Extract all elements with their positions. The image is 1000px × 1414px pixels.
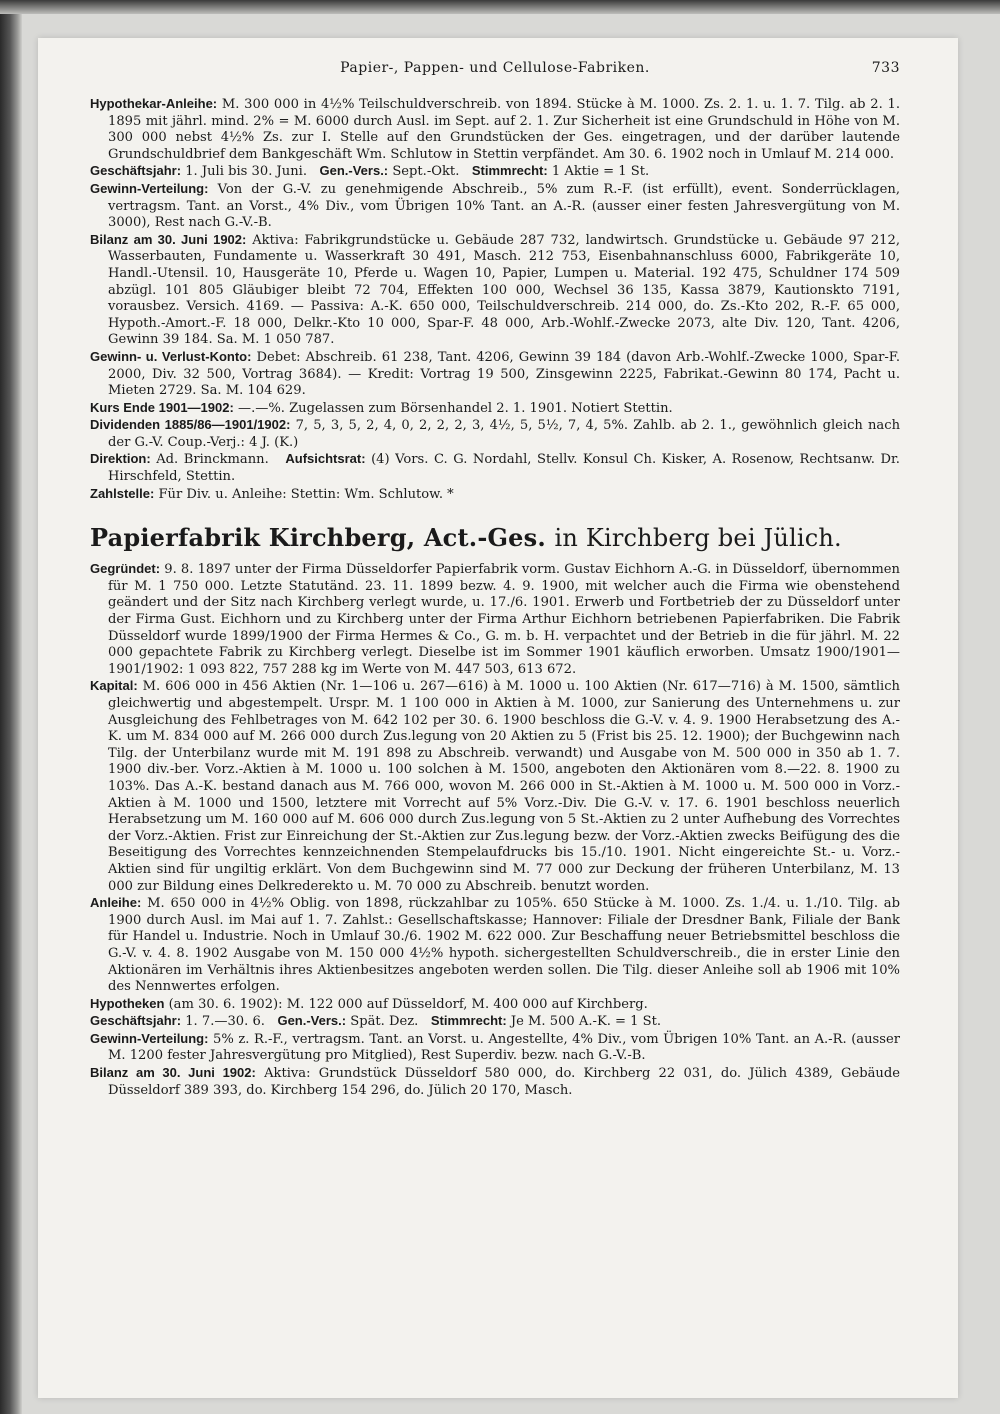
entry-geschaeftsjahr-2 <box>90 1013 900 1031</box>
entry-gewinn-verteilung-2 <box>90 1031 900 1065</box>
entry-anleihe <box>90 895 900 996</box>
entry-key: Gen.-Vers.: <box>319 163 389 179</box>
entry-text: 7, 5, 3, 5, 2, 4, 0, 2, 2, 2, 3, 4½, 5, 5½, 7, 4, 5%. Zahlb. ab 2. 1., gewöhnlich gleich nach der G.-V. Coup.-Verj.: 4 J. (K.) <box>108 418 901 450</box>
entry-key: Geschäftsjahr: <box>90 163 182 179</box>
company-name: Papierfabrik Kirchberg, Act.-Ges. <box>90 523 546 553</box>
entry-geschaeftsjahr <box>90 163 900 181</box>
entry-key: Zahlstelle: <box>90 485 155 501</box>
page-number: 733 <box>871 60 900 76</box>
entry-key: Bilanz am 30. Juni 1902: <box>90 231 247 247</box>
entry-text: Von der G.-V. zu genehmigende Abschreib., 5% zum R.-F. (ist erfüllt), event. Sonderrücklagen, vertragsm. Tant. an Vorst., 4% Div., vom Übrigen 10% Tant. an A.-R. (ausser einer festen Jahresvergütung von M. 3000), Rest nach G.-V.-B. <box>108 181 900 231</box>
book-spine-shadow <box>0 0 22 1414</box>
entry-key: Hypotheken <box>90 995 165 1011</box>
page <box>38 38 958 1398</box>
entry-zahlstelle <box>90 486 900 504</box>
entry-kurs <box>90 400 900 418</box>
entry-dividenden <box>90 417 900 451</box>
entry-key: Geschäftsjahr: <box>90 1013 182 1029</box>
company-location: in Kirchberg bei Jülich. <box>554 524 842 553</box>
entry-kapital <box>90 678 900 895</box>
top-edge-shadow <box>0 0 1000 14</box>
entry-key: Gewinn-Verteilung: <box>90 180 209 196</box>
entry-text: Spät. Dez. <box>350 1014 419 1030</box>
entry-key: Gewinn- u. Verlust-Konto: <box>90 348 252 364</box>
page-content <box>90 54 900 1099</box>
entry-key: Gewinn-Verteilung: <box>90 1030 209 1046</box>
entry-text: Ad. Brinckmann. <box>156 452 269 468</box>
entry-key: Kapital: <box>90 678 138 694</box>
entry-key: Gegründet: <box>90 561 161 577</box>
entry-bilanz-2 <box>90 1065 900 1099</box>
entry-key: Direktion: <box>90 451 151 467</box>
entry-text: (4) Vors. C. G. Nordahl, Stellv. Konsul Ch. Kisker, A. Rosenow, Rechtsanw. Dr. Hirschfeld, Stettin. <box>108 452 900 485</box>
entry-key: Aufsichtsrat: <box>285 451 366 467</box>
entry-hypothekar-anleihe <box>90 96 900 163</box>
entry-text: 1 Aktie = 1 St. <box>551 164 650 180</box>
entry-text: Debet: Abschreib. 61 238, Tant. 4206, Gewinn 39 184 (davon Arb.-Wohlf.-Zwecke 1000, Spar-F. 2000, Div. 32 500, Vortrag 3684). — Kredit: Vortrag 19 500, Zinsgewinn 2225, Fabrikat.-Gewinn 80 174, Pacht u. Mieten 2729. Sa. M. 104 629. <box>108 349 900 399</box>
company-heading <box>90 521 900 555</box>
entry-text: Je M. 500 A.-K. = 1 St. <box>510 1014 662 1030</box>
entry-text: —.—%. Zugelassen zum Börsenhandel 2. 1. 1901. Notiert Stettin. <box>237 400 673 416</box>
entry-key: Dividenden 1885/86—1901/1902: <box>90 417 291 433</box>
entry-text: 1. Juli bis 30. Juni. <box>185 164 307 180</box>
entry-key: Hypothekar-Anleihe: <box>90 96 218 111</box>
entry-bilanz <box>90 232 900 349</box>
entry-gewinn-verlust <box>90 349 900 400</box>
entry-text: Sept.-Okt. <box>392 164 460 180</box>
entry-text: Für Div. u. Anleihe: Stettin: Wm. Schlutow. * <box>158 486 454 502</box>
entry-text: Aktiva: Fabrikgrundstücke u. Gebäude 287 732, landwirtsch. Grundstücke u. Gebäude 97 212, Wasserbauten, Fundamente u. Wasserkraft 30 491, Masch. 212 753, Eisenbahnanschluss 6000, Fabrikgeräte 10, Handl.-Utensil. 10, Hausgeräte 10, Pferde u. Wagen 10, Papier, Lumpen u. Material. 192 475, Schuldner 174 509 abzügl. 101 805 Gläubiger bleibt 72 704, Effekten 100 000, Wechsel 36 135, Kassa 3879, Kautionskto 7191, vorausbez. Versich. 4169. — Passiva: A.-K. 650 000, Teilschuldverschreib. 214 000, do. Zs.-Kto 202, R.-F. 65 000, Hypoth.-Amort.-F. 18 000, Delkr.-Kto 10 000, Spar-F. 48 000, Arb.-Wohlf.-Zwecke 2073, alte Div. 120, Tant. 4206, Gewinn 39 184. Sa. M. 1 050 787. <box>108 232 900 348</box>
entry-key: Bilanz am 30. Juni 1902: <box>90 1065 256 1081</box>
entry-text: Aktiva: Grundstück Düsseldorf 580 000, do. Kirchberg 22 031, do. Jülich 4389, Gebäude Düsseldorf 389 393, do. Kirchberg 154 296, do. Jülich 20 170, Masch. <box>108 1066 900 1098</box>
entry-gewinn-verteilung <box>90 181 900 232</box>
entry-key: Kurs Ende 1901—1902: <box>90 399 234 415</box>
entry-key: Stimmrecht: <box>471 163 548 179</box>
entry-key: Anleihe: <box>90 895 142 911</box>
entry-hypotheken <box>90 996 900 1014</box>
entry-text: 9. 8. 1897 unter der Firma Düsseldorfer Papierfabrik vorm. Gustav Eichhorn A.-G. in Düsseldorf, übernommen für M. 1 750 000. Letzte Statutänd. 23. 11. 1899 bezw. 4. 9. 1900, mit welcher auch die Firma wie obenstehend geändert und der Sitz nach Kirchberg verlegt wurde, u. 17./6. 1901. Erwerb und Fortbetrieb der zu Düsseldorf unter der Firma Gust. Eichhorn und zu Kirchberg unter der Firma Arthur Eichhorn betriebenen Papierfabriken. Die Fabrik Düsseldorf wurde 1899/1900 der Firma Hermes & Co., G. m. b. H. verpachtet und der Betrieb in die für jährl. M. 22 000 gepachtete Fabrik zu Kirchberg verlegt. Dieselbe ist im Sommer 1901 käuflich erworben. Umsatz 1900/1901—1901/1902: 1 093 822, 757 288 kg im Werte von M. 447 503, 613 672. <box>108 562 900 677</box>
entry-text: (am 30. 6. 1902): M. 122 000 auf Düsseldorf, M. 400 000 auf Kirchberg. <box>168 996 648 1012</box>
entry-gegruendet <box>90 561 900 678</box>
entry-text: 1. 7.—30. 6. <box>185 1014 265 1030</box>
running-header <box>90 54 900 94</box>
entry-direktion <box>90 451 900 485</box>
entry-text: 5% z. R.-F., vertragsm. Tant. an Vorst. u. Angestellte, 4% Div., vom Übrigen 10% Tant. an A.-R. (ausser M. 1200 fester Jahresvergütung pro Mitglied), Rest Superdiv. bezw. nach G.-V.-B. <box>108 1031 900 1064</box>
entry-key: Gen.-Vers.: <box>277 1013 347 1029</box>
header-title: Papier-, Pappen- und Cellulose-Fabriken. <box>340 60 650 76</box>
entry-key: Stimmrecht: <box>430 1013 507 1029</box>
entry-text: M. 606 000 in 456 Aktien (Nr. 1—106 u. 267—616) à M. 1000 u. 100 Aktien (Nr. 617—716) à M. 1500, sämtlich gleichwertig und abgestempelt. Urspr. M. 1 100 000 in Aktien à M. 1000, zur Sanierung des Unternehmens u. zur Ausgleichung des Fehlbetrages von M. 642 102 per 30. 6. 1900 beschloss die G.-V. v. 4. 9. 1900 Herabsetzung des A.-K. um M. 834 000 auf M. 266 000 durch Zus.legung von 20 Aktien zu 5 (Frist bis 25. 12. 1900); der Buchgewinn nach Tilg. der Unterbilanz wurde mit M. 191 898 zu Abschreib. verwandt) und Ausgabe von M. 500 000 in 350 ab 1. 7. 1900 div.-ber. Vorz.-Aktien à M. 1000 u. 100 solchen à M. 1500, angeboten den Aktionären vom 8.—22. 8. 1900 zu 103%. Das A.-K. bestand danach aus M. 766 000, wovon M. 266 000 in St.-Aktien à M. 1000 u. M. 500 000 in Vorz.-Aktien à M. 1000 und 1500, letztere mit Vorrecht auf 5% Vorz.-Div. Die G.-V. v. 17. 6. 1901 beschloss neuerlich Herabsetzung um M. 160 000 auf M. 606 000 durch Zus.legung von 5 St.-Aktien zu 2 unter Aufhebung des Vorrechtes der Vorz.-Aktien. Frist zur Einreichung der St.-Aktien zur Zus.legung bezw. der Vorz.-Aktien zwecks Beifügung des die Beseitigung des Vorrechtes kennzeichnenden Stempelaufdrucks bis 15./10. 1901. Nicht eingereichte St.- u. Vorz.-Aktien sind für ungiltig erklärt. Von dem Buchgewinn sind M. 77 000 zur Deckung der früheren Unterbilanz, M. 13 000 zur Bildung eines Delkrederekto u. M. 70 000 zu Abschreib. benutzt worden. <box>108 679 900 894</box>
entry-text: M. 650 000 in 4½% Oblig. von 1898, rückzahlbar zu 105%. 650 Stücke à M. 1000. Zs. 1./4. u. 1./10. Tilg. ab 1900 durch Ausl. im Mai auf 1. 7. Zahlst.: Gesellschaftskasse; Hannover: Filiale der Dresdner Bank, Filiale der Bank für Handel u. Industrie. Noch in Umlauf 30./6. 1902 M. 622 000. Zur Beschaffung neuer Betriebsmittel beschloss die G.-V. v. 4. 8. 1902 Ausgabe von M. 150 000 4½% hypoth. sichergestellten Schuldverschreib., die in erster Linie den Aktionären im Verhältnis ihres Aktienbesitzes angeboten werden sollen. Die Tilg. dieser Anleihe soll ab 1906 mit 10% des Nennwertes erfolgen. <box>108 896 900 995</box>
entry-text: M. 300 000 in 4½% Teilschuldverschreib. von 1894. Stücke à M. 1000. Zs. 2. 1. u. 1. 7. Tilg. ab 2. 1. 1895 mit jährl. mind. 2% = M. 6000 durch Ausl. im Sept. auf 2. 1. Zur Sicherheit ist eine Grundschuld in Höhe von M. 300 000 nebst 4½% Zs. zur I. Stelle auf den Grundstücken der Ges. eingetragen, und der darüber lautende Grundschuldbrief dem Bankgeschäft Wm. Schlutow in Stettin verpfändet. Am 30. 6. 1902 noch in Umlauf M. 214 000. <box>108 97 900 162</box>
